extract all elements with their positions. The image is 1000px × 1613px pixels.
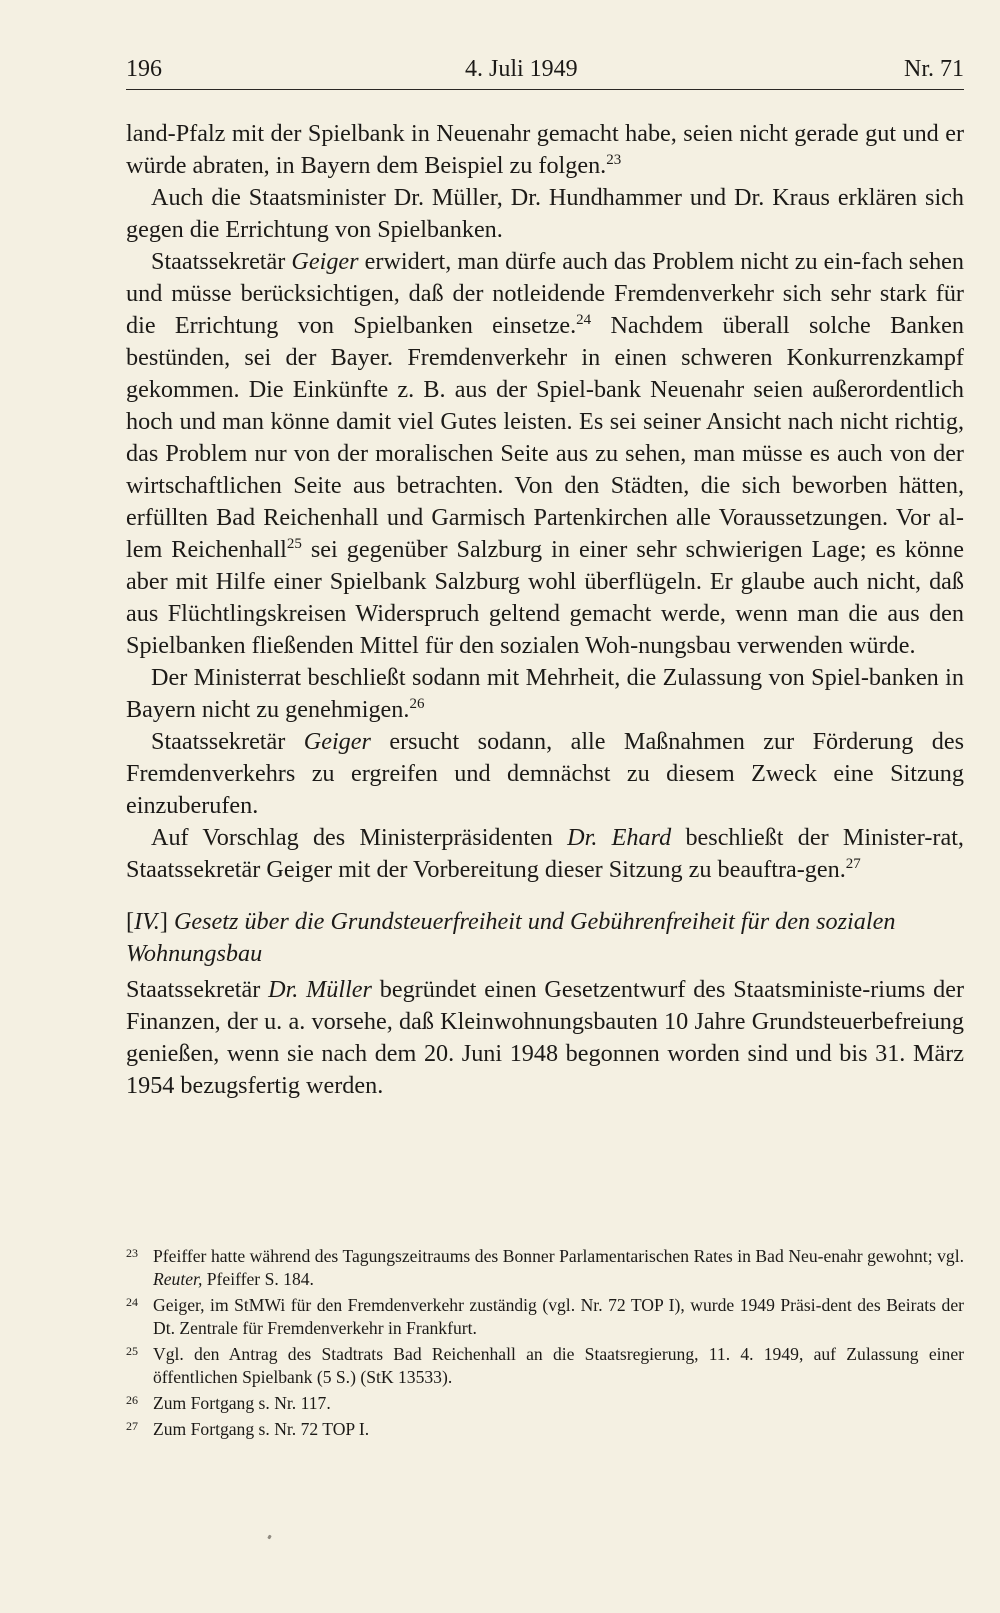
footnote-text: Pfeiffer hatte während des Tagungszeitraums des Bonner Parlamentarischen Rates in Bad Neu-enahr gewohnt; vgl.: [153, 1246, 964, 1266]
paragraph-3: [126, 246, 964, 662]
cited-author: Reuter,: [153, 1269, 203, 1289]
footnote-25: [126, 1343, 964, 1389]
footnote-text: Vgl. den Antrag des Stadtrats Bad Reichenhall an die Staatsregierung, 11. 4. 1949, auf Zulassung einer öffentlichen Spielbank (5 S.) (StK 13533).: [153, 1344, 964, 1387]
section-heading: [126, 906, 964, 970]
heading-bracket: [: [126, 908, 135, 935]
paragraph-text: Nachdem überall solche Banken bestünden, sei der Bayer. Fremdenverkehr in einen schweren Konkurrenzkampf gekommen. Die Einkünfte z. B. aus der Spiel-bank Neuenahr seien außerordentlich hoch und man könne damit viel Gutes leisten. Es sei seiner Ansicht nach nicht richtig, das Problem nur von der moralischen Seite aus zu sehen, man müsse es auch von der wirtschaftlichen Seite aus betrachten. Von den Städten, die sich beworben hätten, erfüllten Bad Reichenhall und Garmisch Partenkirchen alle Voraussetzungen. Vor al-lem Reichenhall: [126, 312, 964, 563]
footnote-24: [126, 1294, 964, 1340]
paragraph-2: Auch die Staatsminister Dr. Müller, Dr. Hundhammer und Dr. Kraus erklären sich gegen die Errichtung von Spielbanken.: [126, 184, 964, 243]
speaker-name: Dr. Ehard: [567, 824, 672, 851]
footnote-ref: 24: [576, 312, 592, 328]
footnote-text: Zum Fortgang s. Nr. 72 TOP I.: [153, 1419, 370, 1439]
footnote-text: Geiger, im StMWi für den Fremdenverkehr zuständig (vgl. Nr. 72 TOP I), wurde 1949 Präsi-dent des Beirats der Dt. Zentrale für Fremdenverkehr in Frankfurt.: [153, 1295, 964, 1338]
paragraph-text: beschließt der Minister-rat, Staatssekretär Geiger mit der Vorbereitung dieser Sitzung zu beauftra-gen.: [126, 824, 964, 883]
footnote-27: [126, 1418, 964, 1441]
page-number: 196: [126, 56, 162, 82]
paragraph-text: erwidert, man dürfe auch das Problem nicht zu ein-fach sehen und müsse berücksichtigen, daß der notleidende Fremdenverkehr sich sehr stark für die Errichtung von Spielbanken einsetze.: [126, 248, 965, 339]
body-text: [126, 118, 964, 1102]
paragraph-text: Der Ministerrat beschließt sodann mit Mehrheit, die Zulassung von Spiel-banken in Bayern nicht zu genehmigen.: [126, 664, 964, 723]
paragraph-6: [126, 822, 964, 886]
running-head-date: 4. Juli 1949: [465, 56, 578, 82]
header-rule: [126, 89, 964, 90]
footnote-23: [126, 1245, 964, 1291]
paragraph-text: Staatssekretär: [126, 976, 269, 1003]
footnote-number: 23: [126, 1246, 138, 1260]
paragraph-5: [126, 726, 964, 822]
paragraph-1: [126, 118, 964, 182]
speaker-name: Dr. Müller: [268, 976, 372, 1003]
speaker-name: Geiger: [291, 248, 359, 275]
document-number: Nr. 71: [904, 56, 964, 82]
footnote-number: 24: [126, 1295, 138, 1309]
footnote-26: [126, 1392, 964, 1415]
paragraph-text: ersucht sodann, alle Maßnahmen zur Förderung des Fremdenverkehrs zu ergreifen und demnächst zu diesem Zweck eine Sitzung einzuberufen.: [126, 728, 964, 819]
footnote-number: 27: [126, 1419, 138, 1433]
paragraph-text: Auf Vorschlag des Ministerpräsidenten: [151, 824, 568, 851]
footnote-number: 25: [126, 1344, 138, 1358]
footnote-ref: 27: [845, 856, 861, 872]
footnote-ref: 26: [409, 696, 425, 712]
paragraph-text: Staatssekretär: [151, 248, 292, 275]
footnote-text: Pfeiffer S. 184.: [202, 1269, 314, 1289]
section-number: IV.: [134, 908, 160, 935]
paragraph-7: [126, 974, 964, 1102]
footnotes: [126, 1245, 964, 1444]
paragraph-text: begründet einen Gesetzentwurf des Staatsministe-riums der Finanzen, der u. a. vorsehe, daß Kleinwohnungsbauten 10 Jahre Grundsteuerbefreiung genießen, wenn sie nach dem 20. Juni 1948 begonnen worden sind und bis 31. März 1954 bezugsfertig werden.: [126, 976, 965, 1099]
paragraph-4: [126, 662, 964, 726]
speaker-name: Geiger: [303, 728, 371, 755]
section-title: Gesetz über die Grundsteuerfreiheit und Gebührenfreiheit für den sozialen Wohnungsbau: [126, 908, 896, 967]
paragraph-text: land-Pfalz mit der Spielbank in Neuenahr gemacht habe, seien nicht gerade gut und er würde abraten, in Bayern dem Beispiel zu folgen.: [126, 120, 964, 179]
paper-speck: [267, 1535, 272, 1540]
paragraph-text: sei gegenüber Salzburg in einer sehr schwierigen Lage; es könne aber mit Hilfe einer Spielbank Salzburg wohl überflügeln. Er glaube auch nicht, daß aus Flüchtlingskreisen Widerspruch geltend gemacht werde, wenn man die aus den Spielbanken fließenden Mittel für den sozialen Woh-nungsbau verwenden würde.: [126, 536, 964, 659]
running-head: [126, 56, 964, 92]
footnote-ref: 25: [286, 536, 302, 552]
footnote-text: Zum Fortgang s. Nr. 117.: [153, 1393, 331, 1413]
heading-bracket: ]: [159, 908, 168, 935]
footnote-number: 26: [126, 1393, 138, 1407]
footnote-ref: 23: [606, 152, 622, 168]
paragraph-text: Staatssekretär: [151, 728, 304, 755]
